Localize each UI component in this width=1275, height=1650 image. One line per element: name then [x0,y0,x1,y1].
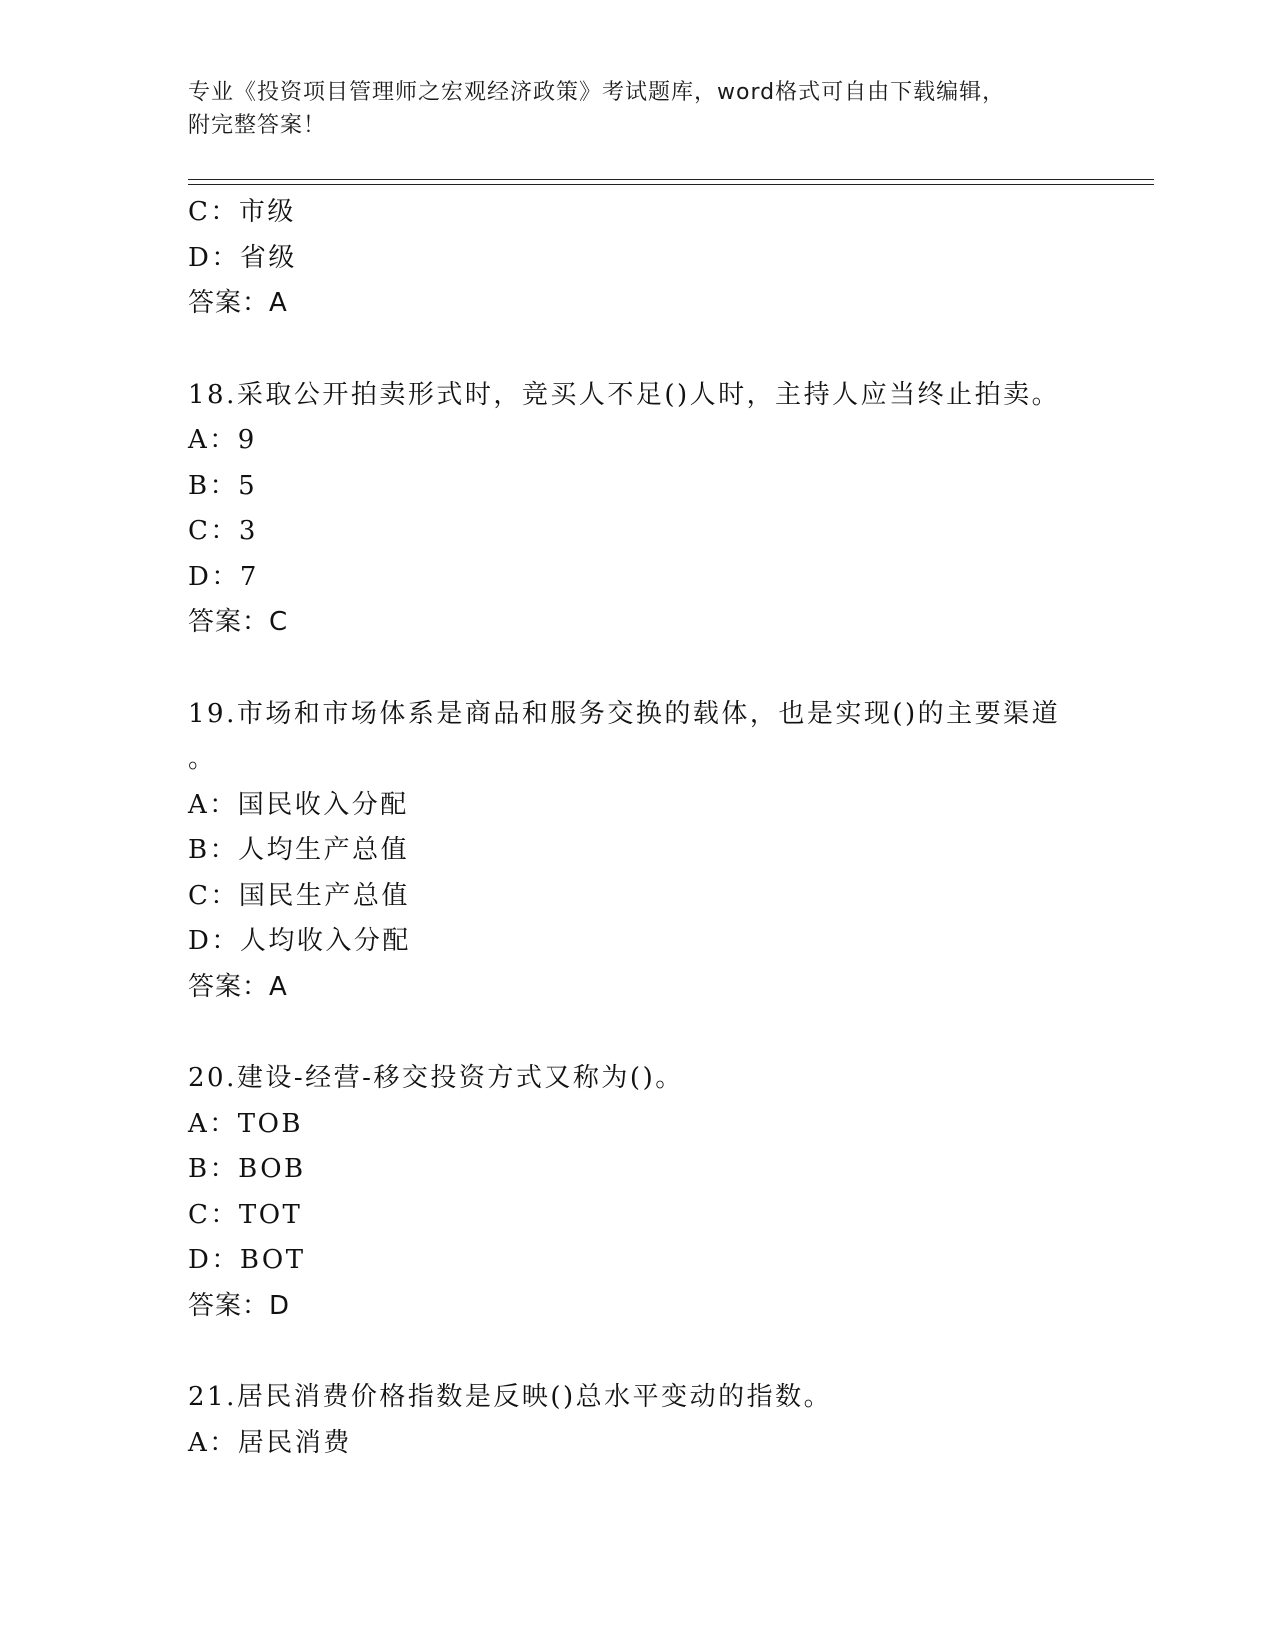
question-21-stem: 21.居民消费价格指数是反映()总水平变动的指数。 [188,1382,833,1412]
option-a: A：居民消费 [188,1427,352,1458]
spacer [188,1010,1088,1056]
question-list [188,190,1088,1466]
answer-line: 答案：A [188,288,288,318]
option-a: A：国民收入分配 [188,789,409,820]
spacer [188,1329,1088,1375]
option-c: C：国民生产总值 [188,880,410,911]
option-c: C：市级 [188,197,296,227]
option-d: D：BOT [188,1245,306,1275]
question-19-stem: 19.市场和市场体系是商品和服务交换的载体，也是实现()的主要渠道 [188,698,1061,729]
header-rule-bottom [188,184,1154,185]
question-18-stem: 18.采取公开拍卖形式时，竞买人不足()人时，主持人应当终止拍卖。 [188,379,1061,410]
spacer [188,327,1088,373]
option-a: A：9 [188,425,257,455]
answer-line: 答案：C [188,607,289,637]
option-d: D：人均收入分配 [188,926,411,956]
option-b: B：BOB [188,1154,306,1184]
document-header [188,76,1088,142]
answer-line: 答案：D [188,1290,291,1321]
header-line-1: 专业《投资项目管理师之宏观经济政策》考试题库，word格式可自由下载编辑， [188,80,1006,105]
answer-line: 答案：A [188,971,288,1002]
option-b: B：5 [188,470,258,501]
option-d: D：7 [188,561,259,592]
option-c: C：TOT [188,1199,303,1230]
option-c: C：3 [188,516,258,546]
option-d: D：省级 [188,242,297,273]
question-20-stem: 20.建设-经营-移交投资方式又称为()。 [188,1063,684,1093]
header-rule-top [188,179,1154,180]
question-19-stem-continuation: 。 [188,744,215,774]
option-a: A：TOB [188,1108,304,1139]
header-line-2: 附完整答案！ [188,113,327,138]
spacer [188,646,1088,692]
option-b: B：人均生产总值 [188,835,410,865]
